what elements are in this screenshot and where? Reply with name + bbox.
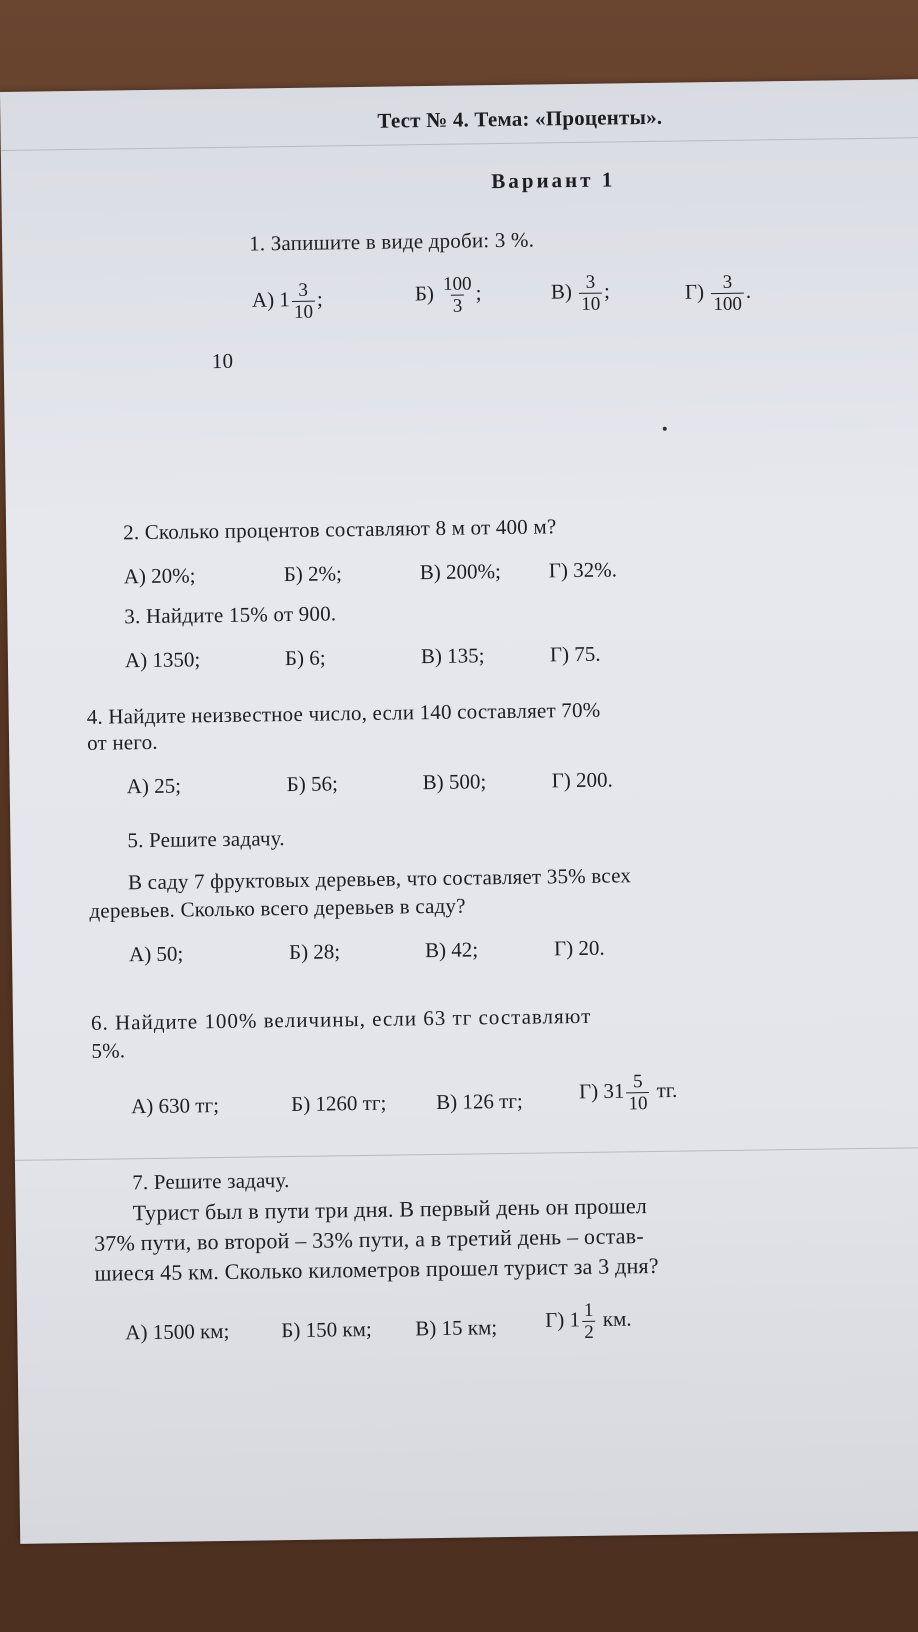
q2-option-b: Б) 2%; bbox=[283, 561, 343, 587]
q3-option-a: А) 1350; bbox=[124, 647, 201, 673]
ink-speck bbox=[663, 427, 667, 431]
q1-option-c: В) $\frac{3}{10}$ ; bbox=[550, 271, 611, 315]
fraction: $\frac{1}{2}$ bbox=[583, 1299, 594, 1343]
q4-option-a: А) 25; bbox=[126, 773, 182, 799]
fraction: $\frac{3}{10}$ bbox=[292, 280, 316, 323]
variant-title: Вариант 1 bbox=[491, 167, 616, 194]
q6-option-d: Г) 31 $\frac{5}{10}$ тг. bbox=[578, 1071, 678, 1115]
q7-option-c: В) 15 км; bbox=[415, 1315, 498, 1341]
test-sheet bbox=[0, 79, 918, 1544]
q6-option-c: В) 126 тг; bbox=[435, 1088, 523, 1115]
q1-option-b: Б) $\frac{100}{3}$ ; bbox=[414, 273, 482, 317]
fraction: $\frac{3}{10}$ bbox=[579, 272, 603, 315]
fraction: $\frac{5}{10}$ bbox=[626, 1071, 650, 1114]
q4-option-c: В) 500; bbox=[422, 769, 487, 795]
question-6-line-2: 5%. bbox=[91, 1038, 126, 1063]
question-7-line-3: шиеся 45 км. Сколько километров прошел турист за 3 дня? bbox=[94, 1252, 659, 1286]
question-5-line-1: В саду 7 фруктовых деревьев, что составляет 35% всех bbox=[127, 863, 632, 895]
q5-option-d: Г) 20. bbox=[553, 935, 605, 961]
fraction: $\frac{3}{100}$ bbox=[711, 272, 744, 315]
q3-option-c: В) 135; bbox=[420, 643, 485, 669]
question-4-line-1: 4. Найдите неизвестное число, если 140 составляет 70% bbox=[86, 697, 601, 729]
question-4-line-2: от него. bbox=[86, 729, 158, 755]
question-3: 3. Найдите 15% от 900. bbox=[124, 601, 337, 629]
q7-option-a: А) 1500 км; bbox=[125, 1318, 230, 1345]
q4-option-d: Г) 200. bbox=[551, 767, 613, 793]
question-6-line-1: 6. Найдите 100% величины, если 63 тг составляют bbox=[90, 1003, 592, 1035]
q4-option-b: Б) 56; bbox=[286, 771, 338, 797]
question-5-line-2: деревьев. Сколько всего деревьев в саду? bbox=[89, 893, 466, 923]
q6-option-b: Б) 1260 тг; bbox=[290, 1090, 387, 1117]
q5-option-a: А) 50; bbox=[128, 941, 184, 967]
question-7: 7. Решите задачу. bbox=[132, 1168, 290, 1195]
margin-number: 10 bbox=[211, 348, 234, 374]
q6-option-a: А) 630 тг; bbox=[131, 1093, 220, 1119]
q3-option-b: Б) 6; bbox=[284, 645, 326, 671]
fold-line bbox=[15, 1147, 918, 1161]
question-2: 2. Сколько процентов составляют 8 м от 400 м? bbox=[122, 514, 557, 545]
question-5: 5. Решите задачу. bbox=[127, 826, 285, 853]
question-7-line-1: Турист был в пути три дня. В первый день он прошел bbox=[132, 1193, 648, 1226]
q5-option-b: Б) 28; bbox=[288, 939, 341, 965]
q1-option-d: Г) $\frac{3}{100}$ . bbox=[684, 271, 752, 316]
q7-option-d: Г) 1 $\frac{1}{2}$ км. bbox=[545, 1299, 632, 1343]
q1-option-a: А) 1 $\frac{3}{10}$ ; bbox=[251, 279, 323, 323]
q7-option-b: Б) 150 км; bbox=[281, 1316, 372, 1343]
test-title: Тест № 4. Тема: «Проценты». bbox=[377, 104, 663, 133]
q5-option-c: В) 42; bbox=[424, 937, 479, 963]
question-1: 1. Запишите в виде дроби: 3 %. bbox=[248, 227, 535, 256]
fold-line bbox=[1, 137, 918, 151]
fraction: $\frac{100}{3}$ bbox=[442, 273, 472, 317]
question-7-line-2: 37% пути, во второй – 33% пути, а в третий день – остав- bbox=[93, 1223, 644, 1256]
q2-option-d: Г) 32%. bbox=[548, 557, 618, 583]
q2-option-c: В) 200%; bbox=[419, 559, 501, 585]
q3-option-d: Г) 75. bbox=[549, 641, 601, 667]
q2-option-a: А) 20%; bbox=[123, 563, 196, 589]
